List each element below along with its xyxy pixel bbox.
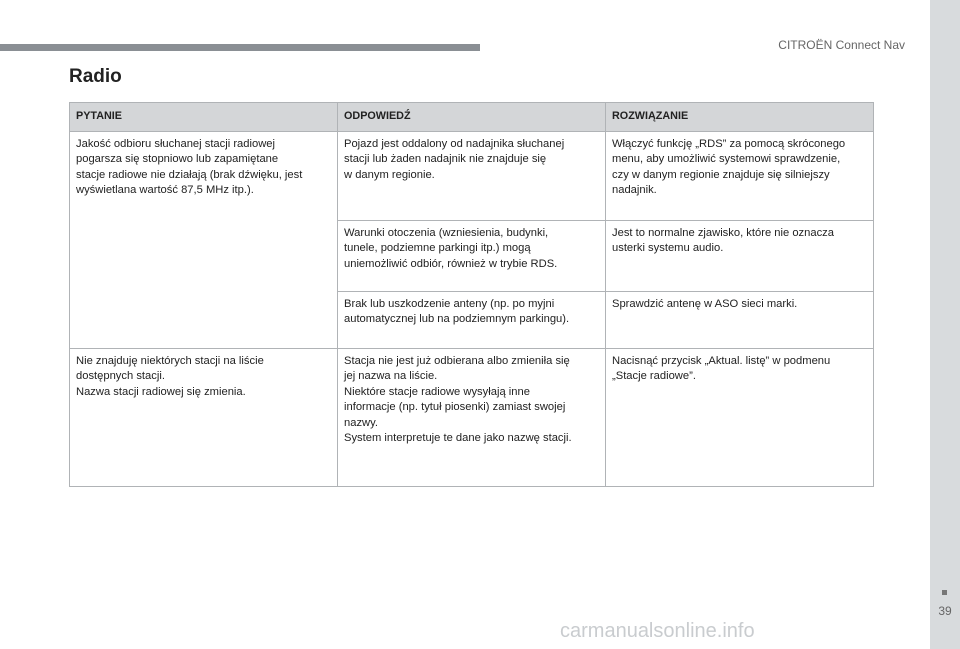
cell-text-line: w danym regionie. [344,168,435,181]
cell-text-line: informacje (np. tytuł piosenki) zamiast swojej [344,401,566,413]
side-band [930,0,960,649]
cell-text-line: Jest to normalne zjawisko, które nie oznacza [612,226,834,239]
cell-text-line: Jakość odbioru słuchanej stacji radiowej [76,137,275,150]
cell-text-line: Nacisnąć przycisk „Aktual. listę” w podmenu [612,354,831,367]
cell-text-line: Brak lub uszkodzenie anteny (np. po myjni [344,297,555,310]
brand-label: CITROËN Connect Nav [778,38,905,52]
header-rule [0,44,480,51]
solution-cell [606,131,874,220]
solution-cell [606,291,874,348]
page-number: 39 [938,604,952,618]
cell-text-line: Niektóre stacje radiowe wysyłają inne [344,385,530,398]
answer-cell [338,220,606,291]
solution-cell [606,348,874,486]
answer-cell [338,291,606,348]
watermark: carmanualsonline.info [560,620,755,642]
cell-text-line: Stacja nie jest już odbierana albo zmieniła się [344,354,570,367]
header-solution: ROZWIĄZANIE [606,103,874,132]
cell-text-line: menu, aby umożliwić systemowi sprawdzenie, [612,153,841,165]
cell-text-line: automatycznej lub na podziemnym parkingu). [344,313,570,325]
cell-text-line: stacje radiowe nie działają (brak dźwięku, jest [76,168,303,181]
table-header-row [70,103,874,132]
question-cell [70,348,338,486]
solution-cell [606,220,874,291]
answer-cell [338,348,606,486]
cell-text-line: usterki systemu audio. [612,242,724,254]
page-marker-icon [942,590,947,595]
question-cell [70,131,338,348]
faq-table [69,102,874,487]
cell-text-line: stacji lub żaden nadajnik nie znajduje się [344,153,547,165]
cell-text-line: nazwy. [344,416,378,429]
cell-text-line: System interpretuje te dane jako nazwę stacji. [344,432,572,444]
answer-cell [338,131,606,220]
cell-text-line: nadajnik. [612,184,657,196]
cell-text-line: dostępnych stacji. [76,370,165,382]
table-row [70,348,874,486]
cell-text-line: Włączyć funkcję „RDS” za pomocą skróconego [612,137,846,150]
cell-text-line: tunele, podziemne parkingi itp.) mogą [344,242,531,254]
header-question: PYTANIE [70,103,338,132]
cell-text-line: Warunki otoczenia (wzniesienia, budynki, [344,226,549,239]
cell-text-line: „Stacje radiowe”. [612,370,696,382]
table-row [70,131,874,220]
cell-text-line: czy w danym regionie znajduje się silniejszy [612,168,830,181]
header-answer: ODPOWIEDŹ [338,103,606,132]
cell-text-line: uniemożliwić odbiór, również w trybie RDS. [344,257,558,270]
cell-text-line: jej nazwa na liście. [344,370,438,382]
cell-text-line: Nie znajduję niektórych stacji na liście [76,354,264,367]
cell-text-line: Nazwa stacji radiowej się zmienia. [76,385,246,398]
cell-text-line: pogarsza się stopniowo lub zapamiętane [76,153,279,165]
page-title: Radio [69,66,122,87]
cell-text-line: Pojazd jest oddalony od nadajnika słuchanej [344,137,565,150]
cell-text-line: wyświetlana wartość 87,5 MHz itp.). [76,184,254,196]
cell-text-line: Sprawdzić antenę w ASO sieci marki. [612,297,798,310]
